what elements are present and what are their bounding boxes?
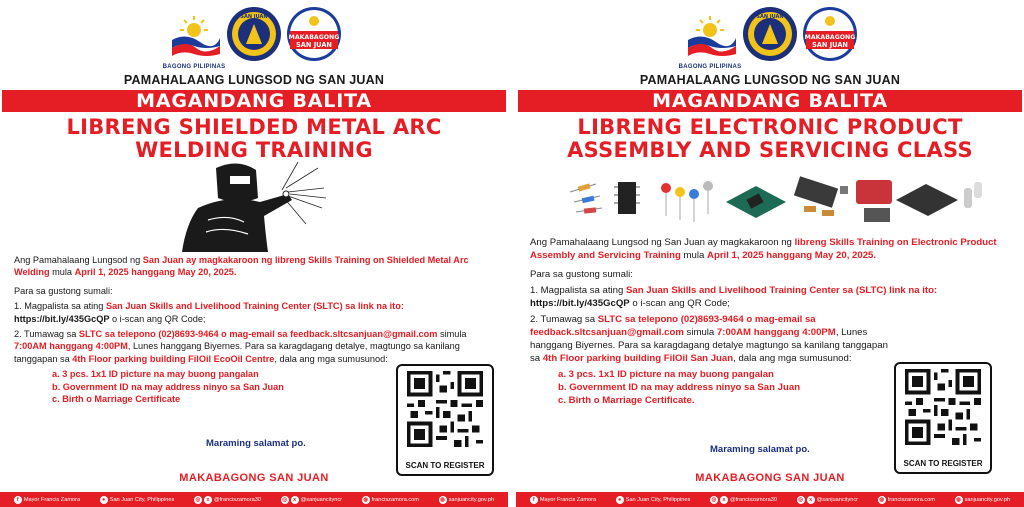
scan-to-register-label: SCAN TO REGISTER — [903, 459, 983, 468]
intro-paragraph: Ang Pamahalaang Lungsod ng San Juan ay magkakaroon ng libreng Skills Training on Shielded Metal Arc Welding mula April 1, 2025 hanggang May 20, 2025. — [14, 255, 469, 278]
logo-row — [0, 6, 508, 72]
footer-bar — [0, 492, 508, 507]
headline-line-1: LIBRENG ELECTRONIC PRODUCT — [577, 115, 963, 139]
qr-code[interactable] — [407, 371, 483, 447]
instagram-icon: ◎ — [711, 496, 717, 503]
seal-text: SAN JUAN — [756, 14, 784, 20]
poster-electronics — [516, 0, 1024, 507]
svg-text:SAN JUAN: SAN JUAN — [812, 41, 848, 49]
thanks-text: Maraming salamat po. — [710, 444, 810, 455]
registration-link[interactable]: https://bit.ly/435GcQP — [530, 298, 630, 309]
step-1: 1. Magpalista sa ating San Juan Skills and Livelihood Training Center (SLTC) sa link na ito: https://bit.ly/435GcQP o i-scan ang QR Code; — [14, 301, 404, 324]
qr-code-box[interactable] — [396, 364, 494, 476]
globe-icon: ◍ — [956, 496, 961, 503]
join-label: Para sa gustong sumali: — [14, 285, 113, 296]
poster-welding — [0, 0, 508, 507]
globe-icon: ◍ — [440, 496, 445, 503]
banner-magandang-balita: MAGANDANG BALITA — [2, 90, 506, 112]
footer-title: MAKABAGONG SAN JUAN — [695, 472, 845, 484]
footer-item[interactable]: f Mayor Francis Zamora — [14, 496, 80, 504]
registration-link[interactable]: https://bit.ly/435GcQP — [14, 313, 110, 324]
san-juan-seal-logo — [226, 6, 282, 62]
requirement-item: a. 3 pcs. 1x1 ID picture na may buong pangalan — [52, 369, 259, 380]
san-juan-seal-logo — [742, 6, 798, 62]
x-icon: x — [807, 496, 815, 504]
footer-item[interactable]: ◎ x @franciszamora30 — [711, 496, 777, 503]
seal-text: SAN JUAN — [240, 14, 268, 20]
step-2: 2. Tumawag sa SLTC sa telepono (02)8693-9464 o mag-email sa feedback.sltcsanjuan@gmail.com simula 7:00AM hanggang 4:00PM, Lunes hanggang Biyernes. Para sa karagdagang detalye, magtungo sa kanilang tanggapan sa 4th Floor parking building FilOil EcoOil Centre, dala ang mga sumusunod: — [14, 329, 467, 364]
step-1: 1. Magpalista sa ating San Juan Skills and Livelihood Training Center sa (SLTC) link na ito: https://bit.ly/435GcQP o i-scan ang QR Code; — [530, 285, 938, 309]
bagong-pilipinas-logo — [166, 6, 222, 62]
x-icon: x — [291, 496, 299, 504]
instagram-icon: ◎ — [282, 496, 288, 503]
makabagong-san-juan-logo — [802, 6, 858, 62]
banner-magandang-balita: MAGANDANG BALITA — [518, 90, 1022, 112]
footer-item[interactable]: ● San Juan City, Philippines — [100, 496, 175, 504]
x-icon: x — [720, 496, 728, 504]
svg-text:SAN JUAN: SAN JUAN — [296, 41, 332, 49]
svg-text:MAKABAGONG: MAKABAGONG — [288, 34, 340, 41]
intro-paragraph: Ang Pamahalaang Lungsod ng San Juan ay magkakaroon ng libreng Skills Training on Electronic Product Assembly and Servicing Training mula April 1, 2025 hanggang May 20, 2025. — [530, 237, 997, 261]
join-label: Para sa gustong sumali: — [530, 269, 633, 280]
location-pin-icon: ● — [616, 496, 624, 504]
headline-line-1: LIBRENG SHIELDED METAL ARC — [66, 115, 442, 139]
instagram-icon: ◎ — [798, 496, 804, 503]
bagong-pilipinas-caption: BAGONG PILIPINAS — [678, 64, 742, 70]
scan-to-register-label: SCAN TO REGISTER — [405, 461, 485, 470]
qr-code-box[interactable] — [894, 362, 992, 474]
footer-item[interactable]: ◍ sanjuancity.gov.ph — [956, 496, 1011, 503]
qr-code[interactable] — [905, 369, 981, 445]
headline-line-2: WELDING TRAINING — [135, 138, 373, 162]
location-pin-icon: ● — [100, 496, 108, 504]
globe-icon: ◍ — [363, 496, 369, 503]
headline — [0, 116, 508, 162]
svg-text:MAKABAGONG: MAKABAGONG — [804, 34, 856, 41]
footer-bar — [516, 492, 1024, 507]
gov-title: PAMAHALAANG LUNGSOD NG SAN JUAN — [123, 73, 385, 87]
welder-illustration — [178, 158, 328, 252]
globe-icon: ◍ — [879, 496, 885, 503]
facebook-icon: f — [14, 496, 22, 504]
footer-item[interactable]: ◍ franciszamora.com — [363, 496, 419, 503]
requirement-item: a. 3 pcs. 1x1 ID picture na may buong pangalan — [558, 369, 774, 380]
thanks-text: Maraming salamat po. — [206, 438, 306, 449]
gov-title: PAMAHALAANG LUNGSOD NG SAN JUAN — [639, 73, 901, 87]
headline-line-2: ASSEMBLY AND SERVICING CLASS — [567, 138, 973, 162]
footer-item[interactable]: ◎ x @franciszamora30 — [195, 496, 261, 503]
bagong-pilipinas-logo — [682, 6, 738, 62]
requirement-item: c. Birth o Marriage Certificate — [52, 394, 181, 405]
requirement-item: c. Birth o Marriage Certificate. — [558, 395, 695, 406]
x-icon: x — [204, 496, 212, 504]
footer-item[interactable]: ◎ x @sanjuancityncr — [282, 496, 343, 503]
footer-item[interactable]: ◍ franciszamora.com — [879, 496, 935, 503]
step-2: 2. Tumawag sa SLTC sa telepono (02)8693-9464 o mag-email sa feedback.sltcsanjuan@gmail.com simula 7:00AM hanggang 4:00PM, Lunes hanggang Biyernes. Para sa karagdagang detalye magtungo sa kanilang tanggapan sa 4th Floor parking building FilOil San Juan, dala ang mga sumusunod: — [530, 314, 888, 364]
makabagong-san-juan-logo — [286, 6, 342, 62]
electronic-components-illustration — [566, 172, 986, 228]
facebook-icon: f — [530, 496, 538, 504]
instagram-icon: ◎ — [195, 496, 201, 503]
footer-item[interactable]: f Mayor Francis Zamora — [530, 496, 596, 504]
logo-row — [516, 6, 1024, 72]
footer-item[interactable]: ◎ x @sanjuancityncr — [798, 496, 859, 503]
headline — [516, 116, 1024, 162]
requirement-item: b. Government ID na may address ninyo sa San Juan — [52, 381, 284, 392]
footer-title: MAKABAGONG SAN JUAN — [179, 472, 329, 484]
bagong-pilipinas-caption: BAGONG PILIPINAS — [162, 64, 226, 70]
requirement-item: b. Government ID na may address ninyo sa San Juan — [558, 382, 801, 393]
footer-item[interactable]: ● San Juan City, Philippines — [616, 496, 691, 504]
footer-item[interactable]: ◍ sanjuancity.gov.ph — [440, 496, 495, 503]
